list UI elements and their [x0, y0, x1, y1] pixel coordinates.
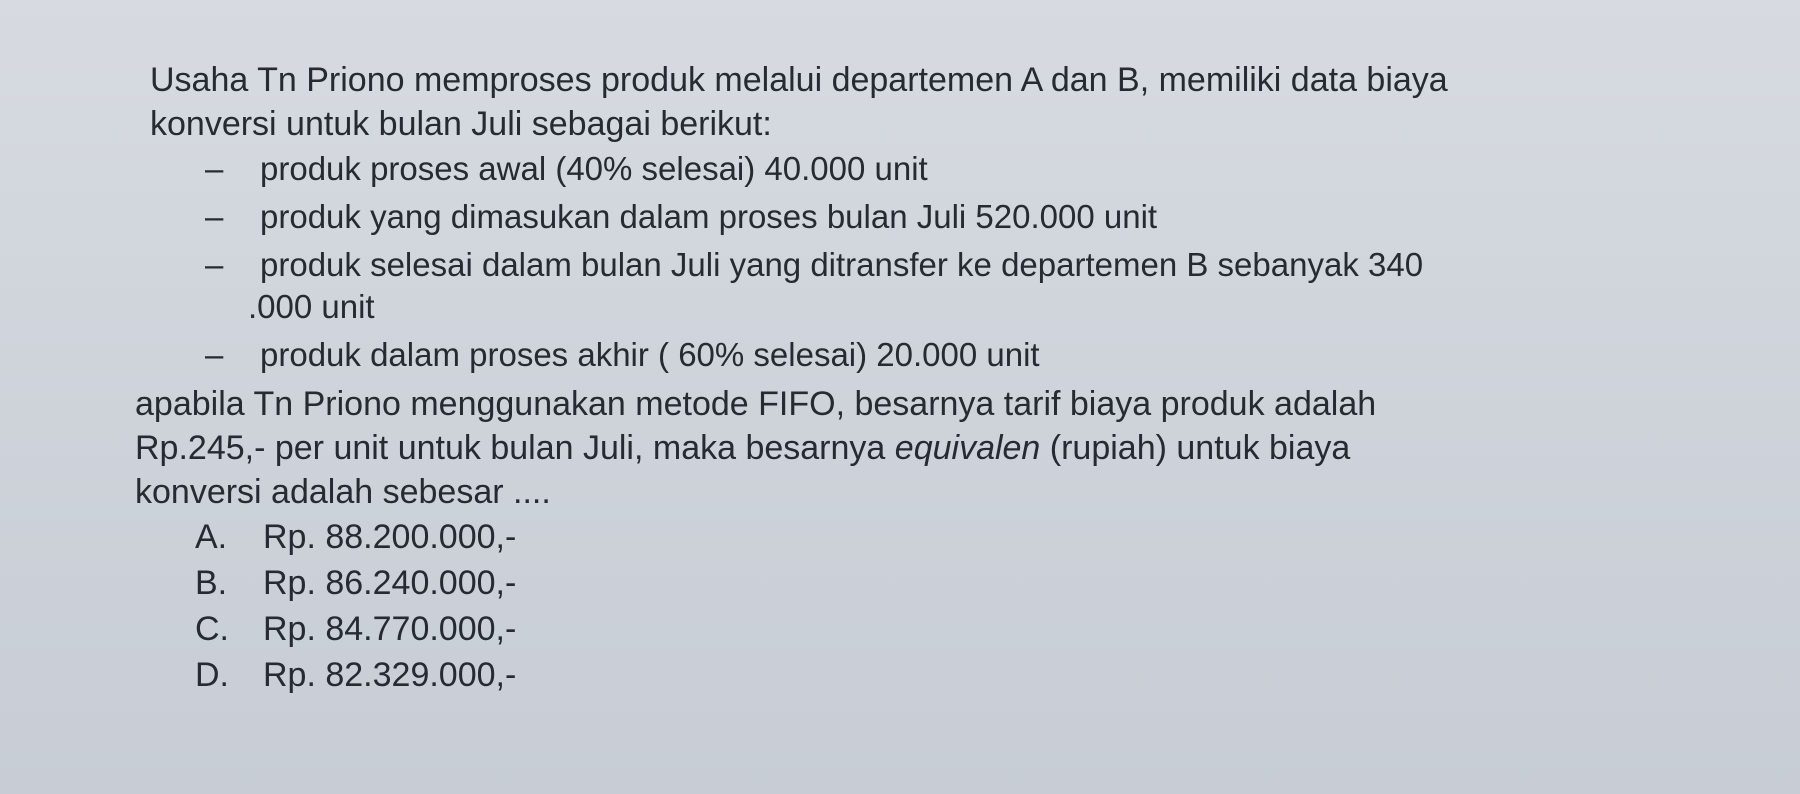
- question-line-2-start: Rp.245,- per unit untuk bulan Juli, maka besarnya: [135, 429, 895, 467]
- intro-text: [150, 58, 1750, 146]
- option-text: Rp. 82.329.000,-: [263, 656, 517, 694]
- question-text: [135, 382, 1755, 514]
- intro-line-1: Usaha Tn Priono memproses produk melalui departemen A dan B, memiliki data biaya: [150, 61, 1448, 99]
- option-text: Rp. 84.770.000,-: [263, 610, 517, 648]
- option-letter: B.: [195, 564, 228, 602]
- dash-marker: –: [205, 198, 224, 235]
- option-letter: D.: [195, 656, 229, 694]
- list-item: [205, 148, 1765, 190]
- dash-marker: –: [205, 336, 224, 373]
- question-emphasis: equivalen: [894, 429, 1041, 467]
- data-list: [205, 148, 1765, 382]
- list-item-text: produk dalam proses akhir ( 60% selesai) 20.000 unit: [260, 336, 1040, 373]
- question-line-2-end: (rupiah) untuk biaya: [1040, 429, 1351, 467]
- option-letter: A.: [195, 518, 228, 556]
- option-letter: C.: [195, 610, 229, 648]
- list-item: [205, 244, 1765, 328]
- list-item-text: produk proses awal (40% selesai) 40.000 unit: [260, 150, 928, 187]
- answer-option-d[interactable]: [195, 652, 516, 698]
- option-text: Rp. 88.200.000,-: [263, 518, 517, 556]
- list-item-text: produk yang dimasukan dalam proses bulan Juli 520.000 unit: [260, 198, 1158, 235]
- intro-line-2: konversi untuk bulan Juli sebagai berikut:: [150, 105, 772, 143]
- question-line-3: konversi adalah sebesar ....: [135, 473, 551, 511]
- option-text: Rp. 86.240.000,-: [263, 564, 517, 602]
- answer-option-b[interactable]: [195, 560, 516, 606]
- answer-options: [195, 514, 516, 698]
- dash-marker: –: [205, 150, 224, 187]
- question-line-1: apabila Tn Priono menggunakan metode FIFO, besarnya tarif biaya produk adalah: [135, 385, 1377, 423]
- answer-option-c[interactable]: [195, 606, 516, 652]
- answer-option-a[interactable]: [195, 514, 516, 560]
- dash-marker: –: [205, 246, 224, 283]
- list-item-text: produk selesai dalam bulan Juli yang ditransfer ke departemen B sebanyak 340: [260, 246, 1424, 283]
- list-item: [205, 334, 1765, 376]
- list-item: [205, 196, 1765, 238]
- list-item-continuation: .000 unit: [248, 288, 375, 325]
